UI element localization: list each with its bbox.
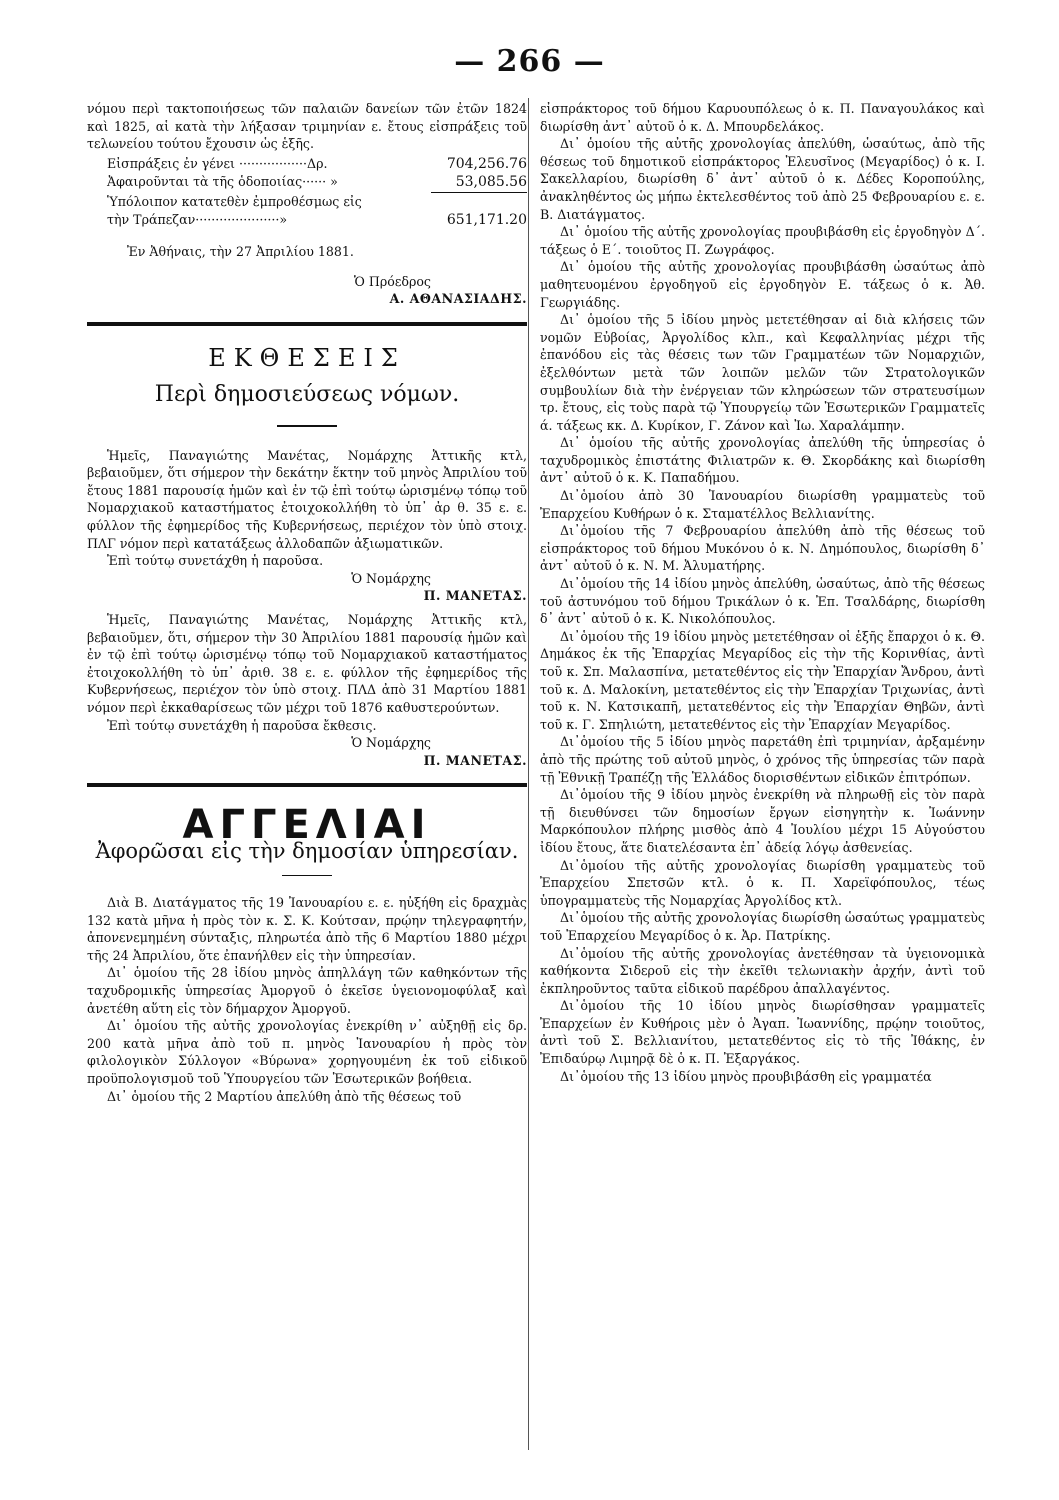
notice-paragraph: Δι᾽ ὁμοίου τῆς 5 ἰδίου μηνὸς μετετέθησαν αἱ διὰ κλήσεις τῶν νομῶν Εὐβοίας, Ἀργολίδος κλπ., καὶ Κεφαλληνίας μέχρι τῆς ἐπανόδου εἰς τὰς θέσεις των τῶν Γραμματέων τῶν Νομαρχιῶν, ἐξελθόντων μετὰ τῶν λοιπῶν μελῶν τῶν Στρατολογικῶν συμβουλίων διὰ τὴν ἐνέργειαν τῶν κληρώσεων τῶν στρατευσίμων τρ. ἔτους, εἰς τοὺς παρὰ τῷ Ὑπουργείῳ τῶν Ἐσωτερικῶν Γραμματεῖς ά. τάξεως κκ. Δ. Κυρίκον, Γ. Ζάνον καὶ Ἰω. Χαραλάμπην. bbox=[540, 312, 985, 433]
notices-subtitle: Ἀφορῶσαι εἰς τὴν δημοσίαν ὑπηρεσίαν. bbox=[95, 838, 519, 863]
notice-paragraph: Δι᾽ ὁμοίου τῆς αὐτῆς χρονολογίας ἀπελύθη τῆς ὑπηρεσίας ὁ ταχυδρομικὸς ἐπιστάτης Φιλιατρῶν κ. Θ. Σκορδάκης καὶ διωρίσθη ἀντ᾽ αὐτοῦ ὁ κ. Κ. Παπαδήμου. bbox=[540, 435, 985, 486]
account-label: Εἰσπράξεις ἐν γένει ·················Δρ. bbox=[107, 155, 328, 171]
column-divider bbox=[528, 98, 529, 1450]
notice-paragraph: Δι᾽ὁμοίου τῆς αὐτῆς χρονολογίας διωρίσθη ὡσαύτως γραμματεὺς τοῦ Ἐπαρχείου Μεγαρίδος ὁ κ. Ἀρ. Πατρίκης. bbox=[540, 910, 985, 943]
account-label: Ὑπόλοιπον κατατεθὲν ἐμπροθέσμως εἰς bbox=[107, 193, 362, 209]
notice-paragraph: Δι᾽ ὁμοίου τῆς 28 ἰδίου μηνὸς ἀπηλλάγη τῶν καθηκόντων τῆς ταχυδρομικῆς ὑπηρεσίας Ἀμοργοῦ ὁ ἐκεῖσε ὑγειονομοφύλαξ καὶ ἀνετέθη αὕτη εἰς τὸν δήμαρχον Ἀμοργοῦ. bbox=[87, 965, 527, 1016]
notice-paragraph: Δι᾽ὁμοίου τῆς 19 ἰδίου μηνὸς μετετέθησαν οἱ ἑξῆς ἔπαρχοι ὁ κ. Θ. Δημάκος ἐκ τῆς Ἐπαρχίας Μεγαρίδος εἰς τὴν τῆς Κορινθίας, ἀντὶ τοῦ κ. Σπ. Μαλασπίνα, μετατεθέντος εἰς τὴν Ἐπαρχίαν Ἄνδρου, ἀντὶ τοῦ κ. Δ. Μαλοκίνη, μετατεθέντος εἰς τὴν Ἐπαρχίαν Τριχωνίας, ἀντὶ τοῦ κ. Ν. Κατσικαπῆ, μετατεθέντος εἰς τὴν Ἐπαρχίαν Θηβῶν, ἀντὶ τοῦ κ. Γ. Σπηλιώτη, μετατεθέντος εἰς τὴν Ἐπαρχίαν Μεγαρίδος. bbox=[540, 628, 985, 732]
left-column bbox=[87, 100, 527, 1105]
signature-title: Ὁ Πρόεδρος bbox=[354, 273, 431, 289]
signature-title: Ὁ Νομάρχης bbox=[351, 570, 431, 586]
signature-name: Α. ΑΘΑΝΑΣΙΑΔΗΣ. bbox=[389, 291, 527, 307]
account-amount: 651,171.20 bbox=[446, 211, 527, 228]
notice-paragraph: Δι᾽ὁμοίου τῆς αὐτῆς χρονολογίας ἀνετέθησαν τὰ ὑγειονομικὰ καθήκοντα Σιδεροῦ εἰς τὴν ἐκεῖθι τελωνιακὴν ἀρχήν, ἀντὶ τοῦ ἐκπληροῦντος ταῦτα εἰδικοῦ παρέδρου ἀπαλλαγέντος. bbox=[540, 945, 985, 996]
account-label: Ἀφαιροῦνται τὰ τῆς ὁδοποιίας······ » bbox=[107, 174, 338, 190]
notice-paragraph: Δι᾽ὁμοίου τῆς 13 ἰδίου μηνὸς προυβιβάσθη εἰς γραμματέα bbox=[560, 1068, 932, 1084]
signature-title: Ὁ Νομάρχης bbox=[351, 735, 431, 751]
notice-paragraph: Δι᾽ὁμοίου τῆς 10 ἰδίου μηνὸς διωρίσθησαν γραμματεῖς Ἐπαρχείων ἐν Κυθήροις μὲν ὁ Ἀγαπ. Ἰωαννίδης, πρῴην τοιοῦτος, ἀντὶ τοῦ Σ. Βελλιανίτου, μετατεθέντος εἰς τὸ τῆς Ἰθάκης, ἐν Ἐπιδαύρῳ Λιμηρᾷ δὲ ὁ κ. Π. Ἐξαργάκος. bbox=[540, 998, 985, 1067]
right-column bbox=[540, 100, 985, 1085]
divider bbox=[277, 425, 337, 427]
divider bbox=[282, 875, 332, 877]
account-row-deductions bbox=[87, 173, 527, 193]
accounts-table bbox=[87, 155, 527, 229]
report-date: Ἐν Ἀθήναις, τὴν 27 Ἀπριλίου 1881. bbox=[127, 244, 354, 260]
account-row-balance-b bbox=[87, 211, 527, 230]
notice-paragraph: εἰσπράκτορος τοῦ δήμου Καρυουπόλεως ὁ κ. Π. Παναγουλάκος καὶ διωρίσθη ἀντ᾽ αὐτοῦ ὁ κ. Δ. Μπουρδελάκος. bbox=[540, 101, 985, 134]
notice-paragraph: Διὰ Β. Διατάγματος τῆς 19 Ἰανουαρίου ε. ε. ηὐξήθη εἰς δραχμὰς 132 κατὰ μῆνα ἡ πρὸς τὸν κ. Σ. Κ. Κούτσαν, πρῴην τηλεγραφητήν, ἀπονενεμημένη σύνταξις, πληρωτέα ἀπὸ τῆς 6 Μαρτίου 1880 μέχρι τῆς 24 Ἀπριλίου, ὅτε ἐπανήλθεν εἰς τὴν ὑπηρεσίαν. bbox=[87, 895, 527, 963]
notice-paragraph: Δι᾽ὁμοίου ἀπὸ 30 Ἰανουαρίου διωρίσθη γραμματεὺς τοῦ Ἐπαρχείου Κυθήρων ὁ κ. Σταματέλλος Βελλιανίτης. bbox=[540, 488, 985, 521]
report-paragraph: Ἡμεῖς, Παναγιώτης Μανέτας, Νομάρχης Ἀττικῆς κτλ, βεβαιοῦμεν, ὅτι σήμερον τὴν δεκάτην ἕκτην τοῦ μηνὸς Ἀπριλίου τοῦ ἔτους 1881 παρουσίᾳ ἡμῶν καὶ ἐν τῷ ἐπὶ τούτῳ ὡρισμένῳ τόπῳ τοῦ Νομαρχιακοῦ καταστήματος ἐτοιχοκολλήθη τὸ ὑπ᾽ ἀρ θ. 35 ε. ε. φύλλον τῆς ἐφημερίδος τῆς Κυβερνήσεως, περιέχον τὸν ὑπὸ στοιχ. ΠΛΓ νόμον περὶ κατατάξεως ἀλλοδαπῶν ἀξιωματικῶν. bbox=[87, 447, 527, 551]
notice-paragraph: Δι᾽ ὁμοίου τῆς αὐτῆς χρονολογίας ἀπελύθη, ὡσαύτως, ἀπὸ τῆς θέσεως τοῦ δημοτικοῦ εἰσπράκτορος Ἐλευσῖνος (Μεγαρίδος) ὁ κ. Ι. Σακελλαρίου, διωρίσθη δ᾽ ἀντ᾽ αὐτοῦ ὁ κ. Δέδες Κοροπούλης, ἀνακληθέντος ὡς μήπω ἐκτελεσθέντος τοῦ ἀπὸ 25 Φεβρουαρίου ε. ε. Β. Διατάγματος. bbox=[540, 136, 985, 222]
section-divider bbox=[87, 322, 527, 326]
account-amount: 704,256.76 bbox=[446, 155, 527, 172]
notices-title: ΑΓΓΕΛΙΑΙ bbox=[182, 802, 432, 849]
report-intro-paragraph: νόμου περὶ τακτοποιήσεως τῶν παλαιῶν δανείων τῶν ἐτῶν 1824 καὶ 1825, αἱ κατὰ τὴν λήξασαν τριμηνίαν ε. ἔτους εἰσπράξεις τοῦ τελωνείου τούτου ἔχουσιν ὡς ἑξῆς. bbox=[87, 101, 527, 152]
account-amount: 53,085.56 bbox=[431, 174, 527, 193]
account-row-balance-a bbox=[87, 193, 527, 211]
signature-name: Π. ΜΑΝΕΤΑΣ. bbox=[423, 752, 527, 768]
account-row-receipts bbox=[87, 155, 527, 174]
signature-name: Π. ΜΑΝΕΤΑΣ. bbox=[423, 588, 527, 604]
notice-paragraph: Δι᾽ὁμοίου τῆς αὐτῆς χρονολογίας διωρίσθη γραμματεὺς τοῦ Ἐπαρχείου Σπετσῶν κτλ. ὁ κ. Π. Χαρεϊφόπουλος, τέως ὑπογραμματεὺς τῆς Νομαρχίας Ἀργολίδος κτλ. bbox=[540, 857, 985, 908]
notice-paragraph: Δι᾽ὁμοίου τῆς 5 ἰδίου μηνὸς παρετάθη ἐπὶ τριμηνίαν, ἀρξαμένην ἀπὸ τῆς πρώτης τοῦ αὐτοῦ μηνὸς, ὁ χρόνος τῆς ὑπηρεσίας τῶν παρὰ τῇ Ἐθνικῇ Τραπέζῃ τῆς Ἑλλάδος διορισθέντων εἰδικῶν ἐπιτρόπων. bbox=[540, 734, 985, 785]
notice-paragraph: Δι᾽ ὁμοίου τῆς αὐτῆς χρονολογίας προυβιβάσθη ὡσαύτως ἀπὸ μαθητευομένου ἐργοδηγοῦ εἰς ἐργοδηγὸν Ε. τάξεως ὁ κ. Ἀθ. Γεωργιάδης. bbox=[540, 259, 985, 310]
notice-paragraph: Δι᾽ ὁμοίου τῆς αὐτῆς χρονολογίας προυβιβάσθη εἰς ἐργοδηγὸν Δ΄. τάξεως ὁ Ε΄. τοιοῦτος Π. Ζωγράφος. bbox=[540, 224, 985, 257]
section-divider bbox=[87, 783, 527, 787]
notice-paragraph: Δι᾽ὁμοίου τῆς 14 ἰδίου μηνὸς ἀπελύθη, ὡσαύτως, ἀπὸ τῆς θέσεως τοῦ ἀστυνόμου τοῦ δήμου Τρικάλων ὁ κ. Ἐπ. Τσαλδάρης, διωρίσθη δ᾽ ἀντ᾽ αὐτοῦ ὁ κ. Κ. Νικολόπουλος. bbox=[540, 576, 985, 627]
report-closing: Ἐπὶ τούτῳ συνετάχθη ἡ παροῦσα ἔκθεσις. bbox=[107, 717, 377, 733]
report-closing: Ἐπὶ τούτῳ συνετάχθη ἡ παροῦσα. bbox=[107, 553, 324, 569]
account-label: τὴν Τράπεζαν·····················» bbox=[107, 211, 288, 227]
section-title: ΕΚΘΕΣΕΙΣ bbox=[208, 343, 406, 372]
notice-paragraph: Δι᾽ὁμοίου τῆς 9 ἰδίου μηνὸς ἐνεκρίθη νὰ πληρωθῇ εἰς τὸν παρὰ τῇ διευθύνσει τῶν δημοσίων ἔργων εἰσηγητὴν κ. Ἰωάννην Μαρκόπουλον πλήρης μισθὸς ἀπὸ 4 Ἰουλίου μέχρι 15 Αὐγούστου ἰδίου ἔτους, ἅτε διατελέσαντα ἐπ᾽ ἀδείᾳ λόγῳ ἀσθενείας. bbox=[540, 787, 985, 855]
report-paragraph: Ἡμεῖς, Παναγιώτης Μανέτας, Νομάρχης Ἀττικῆς κτλ, βεβαιοῦμεν, ὅτι, σήμερον τὴν 30 Ἀπριλίου 1881 παρουσίᾳ ἡμῶν καὶ ἐν τῷ ἐπὶ τούτῳ ὡρισμένῳ τόπῳ τοῦ Νομαρχιακοῦ καταστήματος ἐτοιχοκολλήθη τὸ ὑπ᾽ ἀριθ. 38 ε. ε. φύλλον τῆς ἐφημερίδος τῆς Κυβερνήσεως, περιέχον τὸν ὑπὸ στοιχ. ΠΛΔ ἀπὸ 31 Μαρτίου 1881 νόμον περὶ ἐκκαθαρίσεως τῶν μέχρι τοῦ 1876 καθυστερούντων. bbox=[87, 611, 527, 715]
page-number: — 266 — bbox=[454, 44, 605, 79]
notice-paragraph: Δι᾽ ὁμοίου τῆς 2 Μαρτίου ἀπελύθη ἀπὸ τῆς θέσεως τοῦ bbox=[107, 1088, 462, 1104]
notice-paragraph: Δι᾽ ὁμοίου τῆς αὐτῆς χρονολογίας ἐνεκρίθη ν᾽ αὐξηθῇ εἰς δρ. 200 κατὰ μῆνα ἀπὸ τοῦ π. μηνὸς Ἰανουαρίου ἡ πρὸς τὸν φιλολογικὸν Σύλλογον «Βύρωνα» χορηγουμένη ἐκ τοῦ εἰδικοῦ προϋπολογισμοῦ τοῦ Ὑπουργείου τῶν Ἐσωτερικῶν βοήθεια. bbox=[87, 1018, 527, 1086]
notice-paragraph: Δι᾽ὁμοίου τῆς 7 Φεβρουαρίου ἀπελύθη ἀπὸ τῆς θέσεως τοῦ εἰσπράκτορος τοῦ δήμου Μυκόνου ὁ κ. Ν. Δημόπουλος, διωρίσθη δ᾽ ἀντ᾽ αὐτοῦ ὁ κ. Ν. Μ. Ἀλυματήρης. bbox=[540, 523, 985, 574]
section-subtitle: Περὶ δημοσιεύσεως νόμων. bbox=[154, 381, 460, 407]
